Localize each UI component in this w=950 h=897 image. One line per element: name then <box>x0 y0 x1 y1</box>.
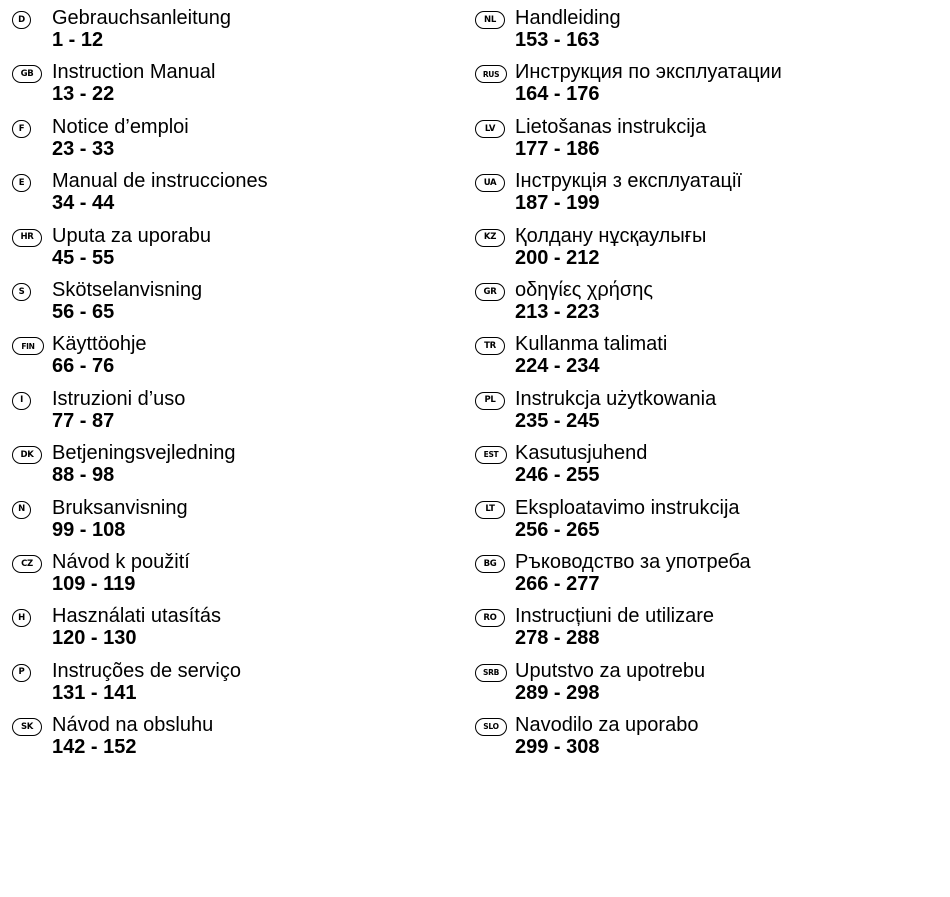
page-range: 256 - 265 <box>515 518 600 541</box>
language-entry-slo <box>475 713 935 767</box>
manual-title: Lietošanas instrukcija <box>515 115 707 138</box>
manual-title: Instrukcja użytkowania <box>515 387 717 410</box>
language-entry-bg <box>475 550 935 604</box>
page-range: 235 - 245 <box>515 409 600 432</box>
language-code-badge: GR <box>475 283 505 301</box>
page-range: 177 - 186 <box>515 137 600 160</box>
page-range: 77 - 87 <box>52 409 115 432</box>
manual-title: Navodilo za uporabo <box>515 714 699 737</box>
language-entry-n <box>12 496 452 550</box>
language-entry-i <box>12 387 452 441</box>
language-code-badge: LT <box>475 501 505 519</box>
page-range: 88 - 98 <box>52 464 115 487</box>
manual-title: Manual de instrucciones <box>52 170 268 193</box>
page-range: 56 - 65 <box>52 300 115 323</box>
language-code-badge: NL <box>475 11 505 29</box>
manual-title: Gebrauchsanleitung <box>52 7 232 29</box>
manual-title: Kasutusjuhend <box>515 442 648 465</box>
manual-title: Instruction Manual <box>52 61 216 84</box>
language-code-badge: SLO <box>475 718 507 736</box>
page-range: 142 - 152 <box>52 736 137 759</box>
language-entry-f <box>12 115 452 169</box>
page-range: 1 - 12 <box>52 29 104 51</box>
manual-title: Қолдану нұсқаулығы <box>515 224 707 247</box>
page-range: 23 - 33 <box>52 137 115 160</box>
language-code-badge: HR <box>12 229 42 247</box>
page-range: 164 - 176 <box>515 83 600 106</box>
language-code-badge: RUS <box>475 65 507 83</box>
language-code-badge: I <box>12 392 31 410</box>
language-code-badge: PL <box>475 392 505 410</box>
language-entry-tr <box>475 332 935 386</box>
language-entry-ro <box>475 604 935 658</box>
manual-title: Käyttöohje <box>52 333 147 356</box>
manual-title: Betjeningsvejledning <box>52 442 236 465</box>
language-entry-rus <box>475 60 935 114</box>
page-range: 289 - 298 <box>515 681 600 704</box>
language-entry-h <box>12 604 452 658</box>
page-range: 66 - 76 <box>52 355 115 378</box>
language-code-badge: BG <box>475 555 505 573</box>
page-range: 131 - 141 <box>52 681 137 704</box>
page-range: 153 - 163 <box>515 29 600 51</box>
page-range: 34 - 44 <box>52 192 115 215</box>
page-range: 99 - 108 <box>52 518 126 541</box>
language-list-right <box>475 6 935 767</box>
page-range: 13 - 22 <box>52 83 115 106</box>
language-code-badge: TR <box>475 337 505 355</box>
language-code-badge: N <box>12 501 31 519</box>
page-range: 213 - 223 <box>515 300 600 323</box>
language-code-badge: FIN <box>12 337 44 355</box>
manual-title: Instrucțiuni de utilizare <box>515 605 714 628</box>
manual-title: Bruksanvisning <box>52 496 188 519</box>
manual-title: Handleiding <box>515 7 621 29</box>
language-entry-p <box>12 659 452 713</box>
language-entry-s <box>12 278 452 332</box>
page-range: 200 - 212 <box>515 246 600 269</box>
manual-title: Notice d’emploi <box>52 115 189 138</box>
page-range: 246 - 255 <box>515 464 600 487</box>
language-entry-lt <box>475 496 935 550</box>
page-range: 109 - 119 <box>52 572 136 595</box>
language-code-badge: F <box>12 120 31 138</box>
language-entry-hr <box>12 224 452 278</box>
language-entry-srb <box>475 659 935 713</box>
language-entry-d <box>12 6 452 60</box>
page-range: 278 - 288 <box>515 627 600 650</box>
manual-title: Инструкция по эксплуатации <box>515 61 782 84</box>
page-range: 120 - 130 <box>52 627 137 650</box>
manual-title: Návod na obsluhu <box>52 714 214 737</box>
language-list-left <box>12 6 452 767</box>
language-code-badge: CZ <box>12 555 42 573</box>
language-entry-lv <box>475 115 935 169</box>
manual-title: Istruzioni d’uso <box>52 387 186 410</box>
manual-title: Skötselanvisning <box>52 278 203 301</box>
manual-title: οδηγίες χρήσης <box>515 278 654 301</box>
language-entry-e <box>12 169 452 223</box>
language-entry-gb <box>12 60 452 114</box>
language-code-badge: LV <box>475 120 505 138</box>
language-code-badge: P <box>12 664 31 682</box>
language-entry-gr <box>475 278 935 332</box>
language-code-badge: GB <box>12 65 42 83</box>
language-entry-nl <box>475 6 935 60</box>
language-entry-est <box>475 441 935 495</box>
page-range: 266 - 277 <box>515 572 600 595</box>
language-entry-cz <box>12 550 452 604</box>
manual-title: Návod k použití <box>52 550 190 573</box>
manual-title: Kullanma talimati <box>515 333 668 356</box>
manual-title: Használati utasítás <box>52 605 221 628</box>
language-code-badge: DK <box>12 446 42 464</box>
language-entry-kz <box>475 224 935 278</box>
language-code-badge: SRB <box>475 664 507 682</box>
language-code-badge: D <box>12 11 31 29</box>
page-range: 299 - 308 <box>515 736 600 759</box>
manual-title: Ръководство за употреба <box>515 550 751 573</box>
language-entry-fin <box>12 332 452 386</box>
language-entry-pl <box>475 387 935 441</box>
manual-title: Eksploatavimo instrukcija <box>515 496 740 519</box>
language-entry-dk <box>12 441 452 495</box>
manual-title: Uputa za uporabu <box>52 224 212 247</box>
page-range: 187 - 199 <box>515 192 600 215</box>
language-entry-sk <box>12 713 452 767</box>
language-code-badge: EST <box>475 446 507 464</box>
language-code-badge: H <box>12 609 31 627</box>
language-code-badge: UA <box>475 174 505 192</box>
language-code-badge: SK <box>12 718 42 736</box>
language-code-badge: KZ <box>475 229 505 247</box>
manual-title: Instruções de serviço <box>52 659 241 682</box>
page-range: 45 - 55 <box>52 246 115 269</box>
language-code-badge: S <box>12 283 31 301</box>
language-code-badge: E <box>12 174 31 192</box>
manual-title: Інструкція з експлуатації <box>515 170 742 193</box>
language-code-badge: RO <box>475 609 505 627</box>
manual-title: Uputstvo za upotrebu <box>515 659 706 682</box>
page-range: 224 - 234 <box>515 355 600 378</box>
language-entry-ua <box>475 169 935 223</box>
